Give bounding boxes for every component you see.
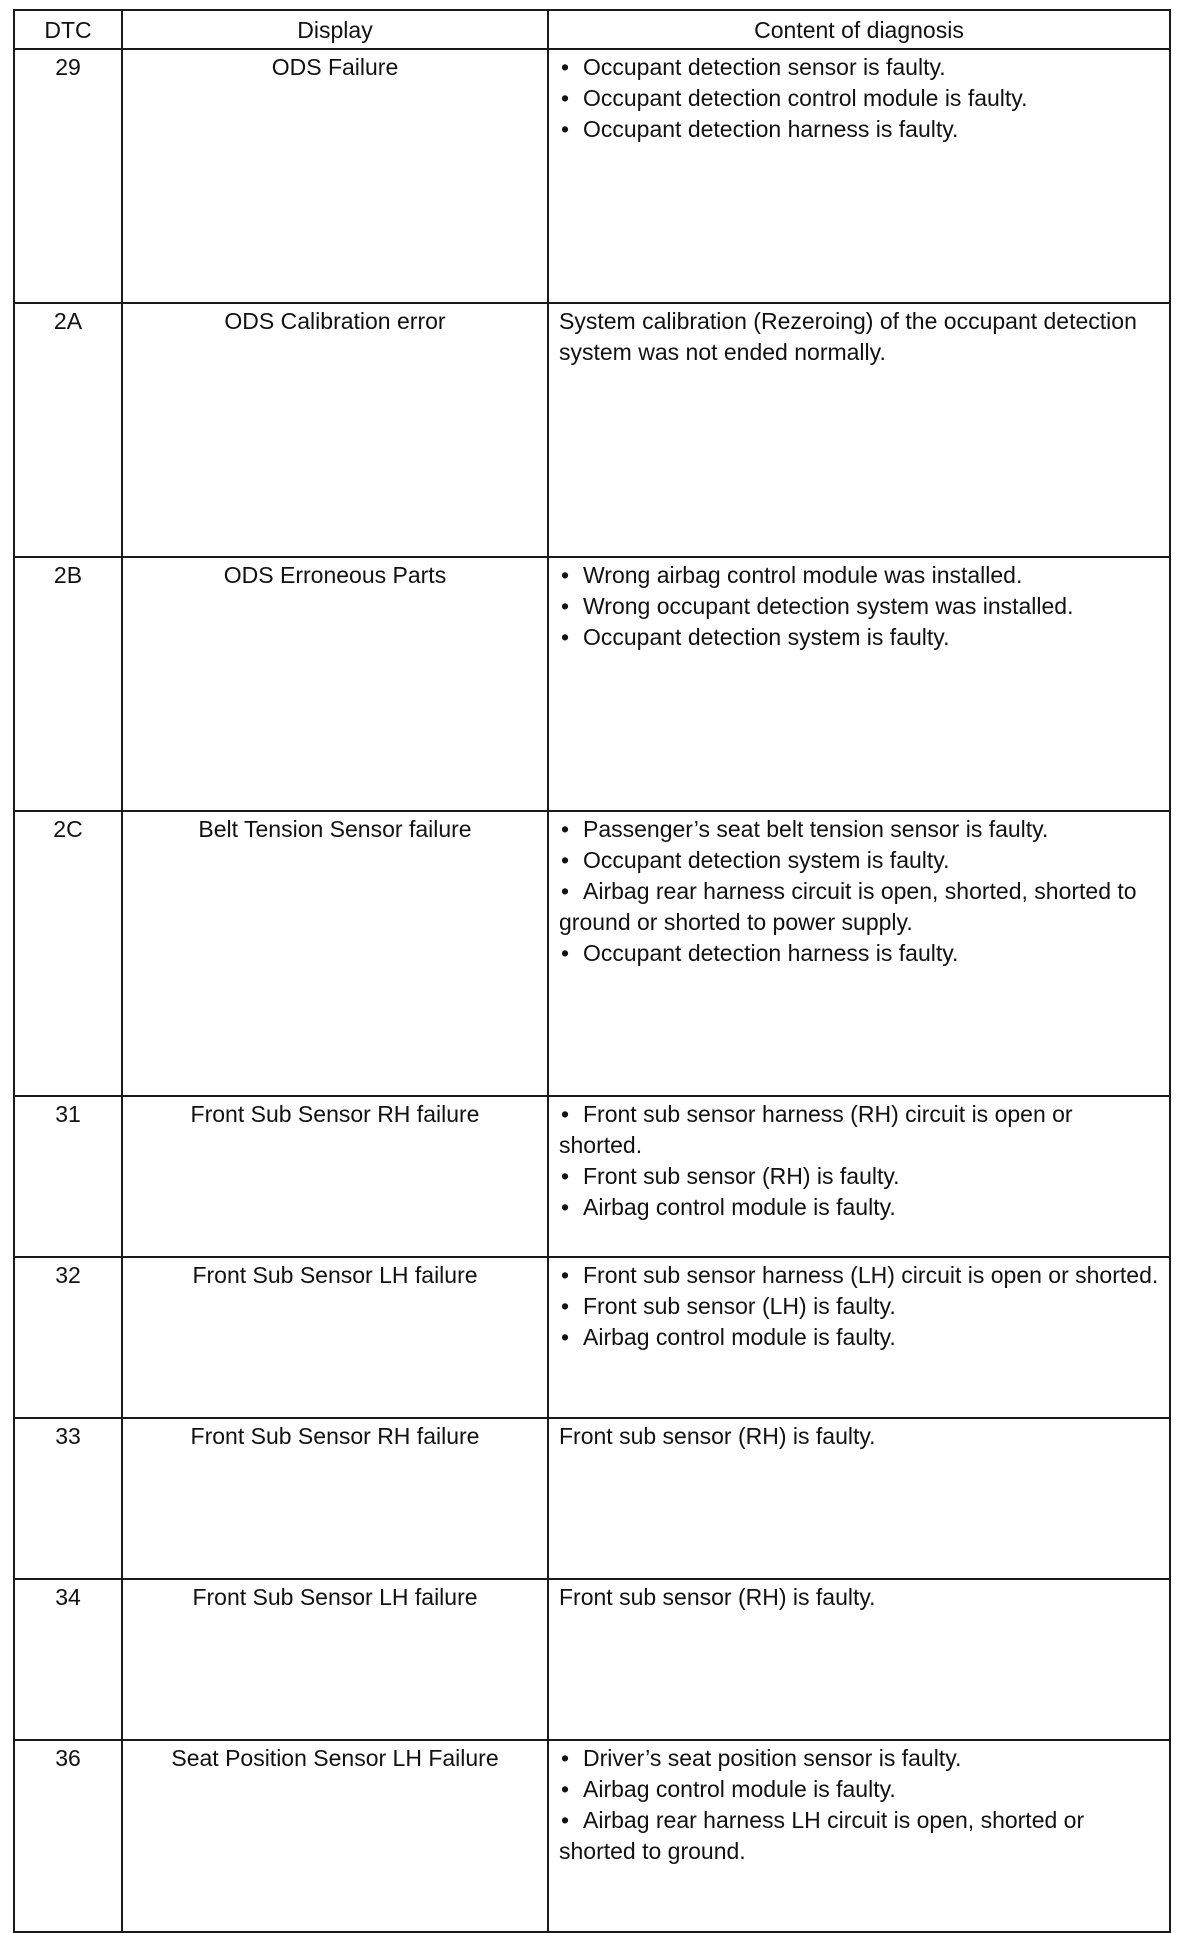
dtc-table — [13, 9, 1171, 1933]
diagnosis-item: • Airbag control module is faulty. — [559, 1322, 1159, 1353]
table-body — [14, 49, 1170, 1932]
dtc-content — [548, 1740, 1170, 1932]
dtc-content — [548, 1096, 1170, 1257]
diagnosis-item: • Occupant detection sensor is faulty. — [559, 52, 1159, 83]
dtc-code: 34 — [14, 1579, 122, 1740]
diagnosis-item: • Passenger’s seat belt tension sensor is faulty. — [559, 814, 1159, 845]
diagnosis-item: • Wrong airbag control module was installed. — [559, 560, 1159, 591]
table-row — [14, 1096, 1170, 1257]
diagnosis-text: Front sub sensor (RH) is faulty. — [559, 1423, 876, 1449]
diagnosis-item: • Airbag control module is faulty. — [559, 1774, 1159, 1805]
dtc-code: 2B — [14, 557, 122, 811]
dtc-display: Front Sub Sensor RH failure — [122, 1096, 548, 1257]
diagnosis-text: Front sub sensor (RH) is faulty. — [559, 1584, 876, 1610]
dtc-code: 36 — [14, 1740, 122, 1932]
dtc-code: 33 — [14, 1418, 122, 1579]
diagnosis-item: • Front sub sensor (RH) is faulty. — [559, 1161, 1159, 1192]
table-row — [14, 303, 1170, 557]
diagnosis-item: • Front sub sensor harness (RH) circuit is open or shorted. — [559, 1099, 1159, 1161]
diagnosis-item: • Wrong occupant detection system was installed. — [559, 591, 1159, 622]
diagnosis-list — [559, 814, 1159, 969]
dtc-code: 32 — [14, 1257, 122, 1418]
dtc-content — [548, 303, 1170, 557]
dtc-content — [548, 811, 1170, 1096]
diagnosis-item: • Airbag rear harness LH circuit is open, shorted or shorted to ground. — [559, 1805, 1159, 1867]
dtc-display: ODS Erroneous Parts — [122, 557, 548, 811]
diagnosis-item: • Front sub sensor harness (LH) circuit is open or shorted. — [559, 1260, 1159, 1291]
diagnosis-list — [559, 560, 1159, 653]
diagnosis-list — [559, 1260, 1159, 1353]
table-row — [14, 49, 1170, 303]
diagnosis-item: • Occupant detection system is faulty. — [559, 622, 1159, 653]
dtc-display: Seat Position Sensor LH Failure — [122, 1740, 548, 1932]
diagnosis-item: • Airbag control module is faulty. — [559, 1192, 1159, 1223]
diagnosis-item: • Occupant detection harness is faulty. — [559, 938, 1159, 969]
dtc-display: ODS Failure — [122, 49, 548, 303]
header-content: Content of diagnosis — [548, 10, 1170, 49]
diagnosis-item: • Driver’s seat position sensor is faulty. — [559, 1743, 1159, 1774]
diagnosis-list — [559, 1743, 1159, 1867]
dtc-content — [548, 1579, 1170, 1740]
dtc-display: Front Sub Sensor LH failure — [122, 1579, 548, 1740]
diagnosis-item: • Occupant detection system is faulty. — [559, 845, 1159, 876]
dtc-display: Front Sub Sensor RH failure — [122, 1418, 548, 1579]
diagnosis-text: System calibration (Rezeroing) of the occupant detection system was not ended normally. — [559, 308, 1137, 365]
dtc-display: Belt Tension Sensor failure — [122, 811, 548, 1096]
dtc-content — [548, 1257, 1170, 1418]
header-row — [14, 10, 1170, 49]
dtc-code: 29 — [14, 49, 122, 303]
dtc-content — [548, 557, 1170, 811]
dtc-code: 31 — [14, 1096, 122, 1257]
table-row — [14, 1257, 1170, 1418]
diagnosis-item: • Airbag rear harness circuit is open, shorted, shorted to ground or shorted to power supply. — [559, 876, 1159, 938]
dtc-code: 2C — [14, 811, 122, 1096]
dtc-code: 2A — [14, 303, 122, 557]
diagnosis-list — [559, 1099, 1159, 1223]
diagnosis-item: • Occupant detection harness is faulty. — [559, 114, 1159, 145]
dtc-display: Front Sub Sensor LH failure — [122, 1257, 548, 1418]
diagnosis-list — [559, 52, 1159, 145]
table-row — [14, 1418, 1170, 1579]
table-row — [14, 1579, 1170, 1740]
diagnosis-item: • Front sub sensor (LH) is faulty. — [559, 1291, 1159, 1322]
dtc-display: ODS Calibration error — [122, 303, 548, 557]
dtc-content — [548, 49, 1170, 303]
dtc-content — [548, 1418, 1170, 1579]
header-display: Display — [122, 10, 548, 49]
diagnosis-item: • Occupant detection control module is faulty. — [559, 83, 1159, 114]
table-row — [14, 811, 1170, 1096]
table-header — [14, 10, 1170, 49]
table-row — [14, 557, 1170, 811]
table-row — [14, 1740, 1170, 1932]
header-dtc: DTC — [14, 10, 122, 49]
